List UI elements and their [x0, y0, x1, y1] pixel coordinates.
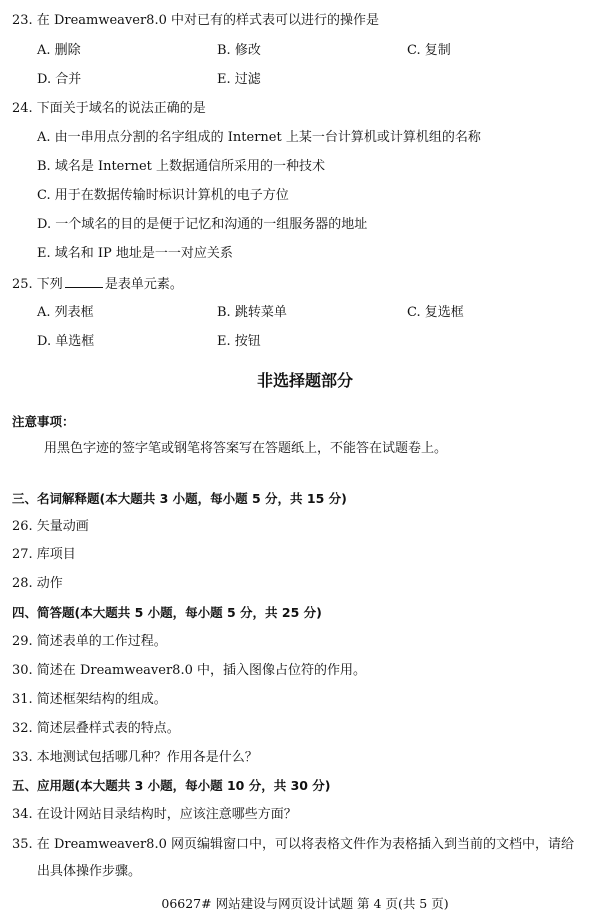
- q24-option-e: E. 域名和 IP 地址是一一对应关系: [37, 246, 233, 261]
- question-28: 28. 动作: [12, 576, 63, 591]
- question-33: 33. 本地测试包括哪几种？作用各是什么？: [12, 750, 258, 765]
- q25-option-c: C. 复选框: [407, 305, 464, 320]
- notice-title: 注意事项：: [12, 414, 75, 429]
- q25-option-a: A. 列表框: [37, 305, 94, 320]
- q24-option-b: B. 域名是 Internet 上数据通信所采用的一种技术: [37, 159, 326, 174]
- q23-option-d: D. 合并: [37, 72, 82, 87]
- q23-option-a: A. 删除: [37, 43, 81, 58]
- q23-option-b: B. 修改: [217, 43, 261, 58]
- page-footer: 06627# 网站建设与网页设计试题 第 4 页(共 5 页): [161, 896, 449, 911]
- question-23-stem: 23. 在 Dreamweaver8.0 中对已有的样式表可以进行的操作是: [12, 13, 379, 28]
- part4-title: 四、简答题(本大题共 5 小题，每小题 5 分，共 25 分): [12, 605, 322, 620]
- q24-option-a: A. 由一串用点分割的名字组成的 Internet 上某一台计算机或计算机组的名称: [37, 130, 481, 145]
- answer-blank: [65, 275, 103, 288]
- question-27: 27. 库项目: [12, 547, 76, 562]
- question-25-stem: [12, 275, 183, 293]
- question-32: 32. 简述层叠样式表的特点。: [12, 721, 180, 736]
- q23-option-e: E. 过滤: [217, 72, 261, 87]
- question-34: 34. 在设计网站目录结构时，应该注意哪些方面？: [12, 807, 297, 822]
- notice-body: 用黑色字迹的签字笔或钢笔将答案写在答题纸上，不能答在试题卷上。: [44, 441, 448, 456]
- question-35: 35. 在 Dreamweaver8.0 网页编辑窗口中，可以将表格文件作为表格插入到当前的文档中，请给: [12, 837, 574, 852]
- question-35-continued: 出具体操作步骤。: [37, 864, 142, 879]
- part5-title: 五、应用题(本大题共 3 小题，每小题 10 分，共 30 分): [12, 778, 331, 793]
- q25-stem-after: 是表单元素。: [104, 277, 183, 292]
- q24-option-c: C. 用于在数据传输时标识计算机的电子方位: [37, 188, 289, 203]
- q25-option-b: B. 跳转菜单: [217, 305, 287, 320]
- question-24-stem: 24. 下面关于域名的说法正确的是: [12, 101, 206, 116]
- q24-option-d: D. 一个域名的目的是便于记忆和沟通的一组服务器的地址: [37, 217, 368, 232]
- part3-title: 三、名词解释题(本大题共 3 小题，每小题 5 分，共 15 分): [12, 491, 347, 506]
- question-26: 26. 矢量动画: [12, 519, 89, 534]
- question-29: 29. 简述表单的工作过程。: [12, 634, 167, 649]
- question-31: 31. 简述框架结构的组成。: [12, 692, 167, 707]
- q25-option-d: D. 单选框: [37, 334, 95, 349]
- q25-stem-before: 25. 下列: [12, 277, 63, 292]
- q23-option-c: C. 复制: [407, 43, 451, 58]
- section-title: 非选择题部分: [256, 371, 353, 390]
- question-30: 30. 简述在 Dreamweaver8.0 中，插入图像占位符的作用。: [12, 663, 366, 678]
- q25-option-e: E. 按钮: [217, 334, 261, 349]
